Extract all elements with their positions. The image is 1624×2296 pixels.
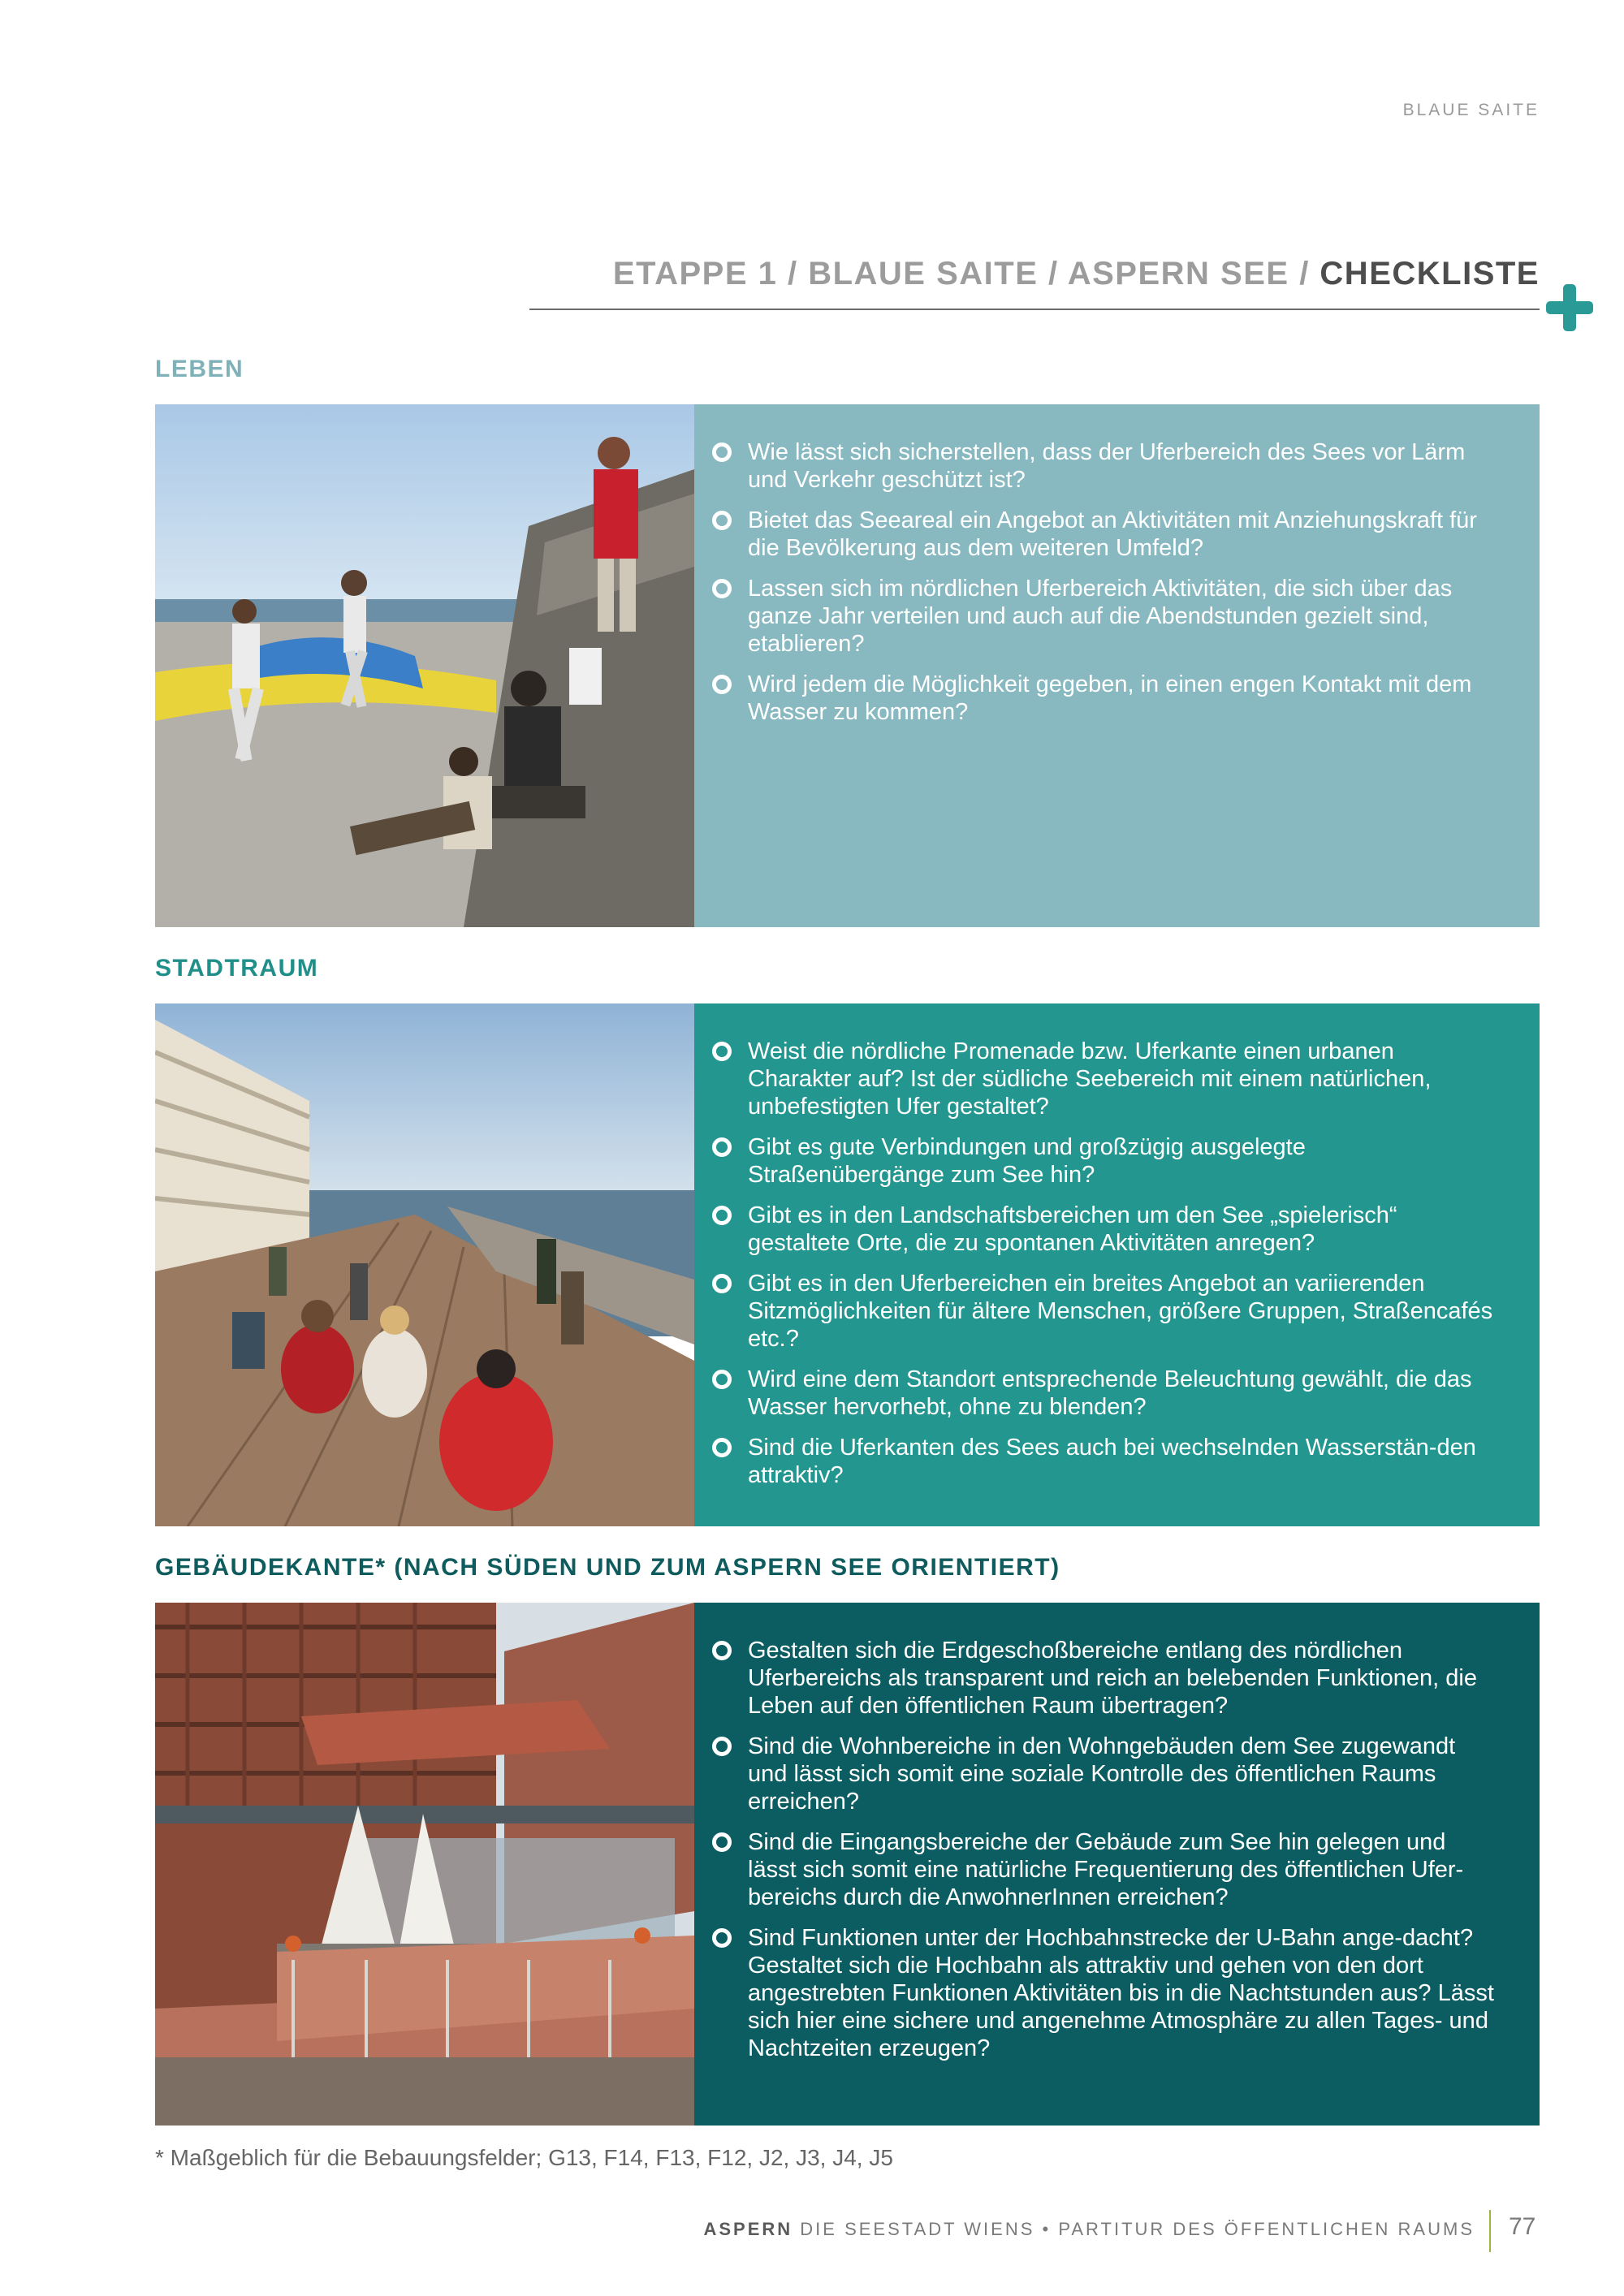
circle-bullet-icon bbox=[712, 1438, 732, 1457]
checklist-item bbox=[712, 1202, 1499, 1257]
plus-icon bbox=[1546, 284, 1593, 331]
checklist-item-text: Gibt es gute Verbindungen und großzügig ausgelegte Straßenübergänge zum See hin? bbox=[748, 1134, 1306, 1188]
checklist-panel-stadtraum bbox=[694, 1003, 1540, 1526]
checklist-item bbox=[712, 1637, 1499, 1720]
section-title-gebaeudekante: GEBÄUDEKANTE* (NACH SÜDEN UND ZUM ASPERN SEE ORIENTIERT) bbox=[155, 1554, 1060, 1581]
checklist-item bbox=[712, 575, 1499, 658]
checklist-item bbox=[712, 1270, 1499, 1353]
section-title-stadtraum: STADTRAUM bbox=[155, 955, 319, 982]
section-stadtraum bbox=[155, 1003, 1540, 1526]
checklist-item bbox=[712, 1038, 1499, 1120]
circle-bullet-icon bbox=[712, 1137, 732, 1157]
footer-brand: ASPERN bbox=[703, 2219, 793, 2239]
checklist-item bbox=[712, 438, 1499, 494]
checklist-item-text: Sind die Wohnbereiche in den Wohngebäuden dem See zugewandt und lässt sich somit eine soziale Kontrolle des öffentlichen Raums erreichen? bbox=[748, 1733, 1456, 1815]
checklist-item bbox=[712, 1366, 1499, 1421]
page-number: 77 bbox=[1509, 2213, 1536, 2240]
section-gebaeudekante bbox=[155, 1603, 1540, 2126]
circle-bullet-icon bbox=[712, 579, 732, 598]
section-title-leben: LEBEN bbox=[155, 356, 244, 382]
checklist-item-text: Gibt es in den Uferbereichen ein breites Angebot an variierenden Sitzmöglichkeiten für ältere Menschen, größere Gruppen, Straßencafés etc.? bbox=[748, 1271, 1493, 1352]
circle-bullet-icon bbox=[712, 1370, 732, 1389]
checklist-item bbox=[712, 671, 1499, 726]
checklist-item-text: Weist die nördliche Promenade bzw. Uferkante einen urbanen Charakter auf? Ist der südliche Seebereich mit einem natürlichen, unbefestigten Ufer gestaltet? bbox=[748, 1038, 1432, 1120]
footer-text: DIE SEESTADT WIENS • PARTITUR DES ÖFFENTLICHEN RAUMS bbox=[793, 2219, 1475, 2239]
checklist-item bbox=[712, 1828, 1499, 1911]
checklist-item-text: Wird eine dem Standort entsprechende Beleuchtung gewählt, die das Wasser hervorhebt, ohne zu blenden? bbox=[748, 1366, 1472, 1420]
checklist-item bbox=[712, 1133, 1499, 1189]
circle-bullet-icon bbox=[712, 1641, 732, 1660]
circle-bullet-icon bbox=[712, 1042, 732, 1061]
checklist-item bbox=[712, 1924, 1499, 2062]
checklist-item-text: Wird jedem die Möglichkeit gegeben, in einen engen Kontakt mit dem Wasser zu kommen? bbox=[748, 671, 1472, 725]
photo-brick-building-cafe bbox=[155, 1603, 694, 2126]
page-title-emphasis: CHECKLISTE bbox=[1320, 256, 1540, 291]
checklist-item-text: Gibt es in den Landschaftsbereichen um den See „spielerisch“ gestaltete Orte, die zu spontanen Aktivitäten anregen? bbox=[748, 1202, 1397, 1256]
checklist-item-text: Lassen sich im nördlichen Uferbereich Aktivitäten, die sich über das ganze Jahr verteilen und auch auf die Abendstunden gezielt sind, etablieren? bbox=[748, 576, 1453, 657]
circle-bullet-icon bbox=[712, 1832, 732, 1852]
circle-bullet-icon bbox=[712, 1274, 732, 1293]
page-title-path: ETAPPE 1 / BLAUE SAITE / ASPERN SEE / bbox=[612, 256, 1320, 291]
circle-bullet-icon bbox=[712, 1737, 732, 1756]
checklist-item-text: Sind die Uferkanten des Sees auch bei wechselnden Wasserstän-den attraktiv? bbox=[748, 1435, 1476, 1488]
checklist-item bbox=[712, 1434, 1499, 1489]
circle-bullet-icon bbox=[712, 511, 732, 530]
checklist-item-text: Sind Funktionen unter der Hochbahnstrecke der U-Bahn ange-dacht? Gestaltet sich die Hochbahn als attraktiv und gehen von den dort angestrebten Funktionen Aktivitäten bis in die Nachtstunden aus? Lässt sich hier eine sichere und angenehme Atmosphäre zu allen Tages- und Nachtzeiten erzeugen? bbox=[748, 1925, 1494, 2061]
checklist-panel-gebaeudekante bbox=[694, 1603, 1540, 2126]
page-footer bbox=[703, 2219, 1475, 2240]
checklist-item-text: Sind die Eingangsbereiche der Gebäude zum See hin gelegen und lässt sich somit eine natürliche Frequentierung des öffentlichen Ufer-bereichs durch die AnwohnerInnen erreichen? bbox=[748, 1829, 1464, 1910]
circle-bullet-icon bbox=[712, 442, 732, 462]
checklist-item-text: Wie lässt sich sicherstellen, dass der Uferbereich des Sees vor Lärm und Verkehr geschützt ist? bbox=[748, 439, 1466, 493]
footnote: * Maßgeblich für die Bebauungsfelder; G13, F14, F13, F12, J2, J3, J4, J5 bbox=[155, 2145, 893, 2170]
section-leben bbox=[155, 404, 1540, 927]
circle-bullet-icon bbox=[712, 1206, 732, 1225]
page-title bbox=[613, 256, 1540, 292]
checklist-item-text: Bietet das Seeareal ein Angebot an Aktivitäten mit Anziehungskraft für die Bevölkerung aus dem weiteren Umfeld? bbox=[748, 507, 1477, 561]
title-rule bbox=[529, 309, 1540, 310]
photo-beach-activities bbox=[155, 404, 694, 927]
checklist-item bbox=[712, 507, 1499, 562]
photo-waterfront-promenade bbox=[155, 1003, 694, 1526]
circle-bullet-icon bbox=[712, 675, 732, 694]
circle-bullet-icon bbox=[712, 1928, 732, 1948]
checklist-item-text: Gestalten sich die Erdgeschoßbereiche entlang des nördlichen Uferbereichs als transparent und reich an belebenden Funktionen, die Leben auf den öffentlichen Raum übertragen? bbox=[748, 1638, 1477, 1719]
checklist-item bbox=[712, 1733, 1499, 1815]
footer-divider bbox=[1489, 2210, 1491, 2252]
checklist-panel-leben bbox=[694, 404, 1540, 927]
running-header: BLAUE SAITE bbox=[1402, 101, 1540, 119]
